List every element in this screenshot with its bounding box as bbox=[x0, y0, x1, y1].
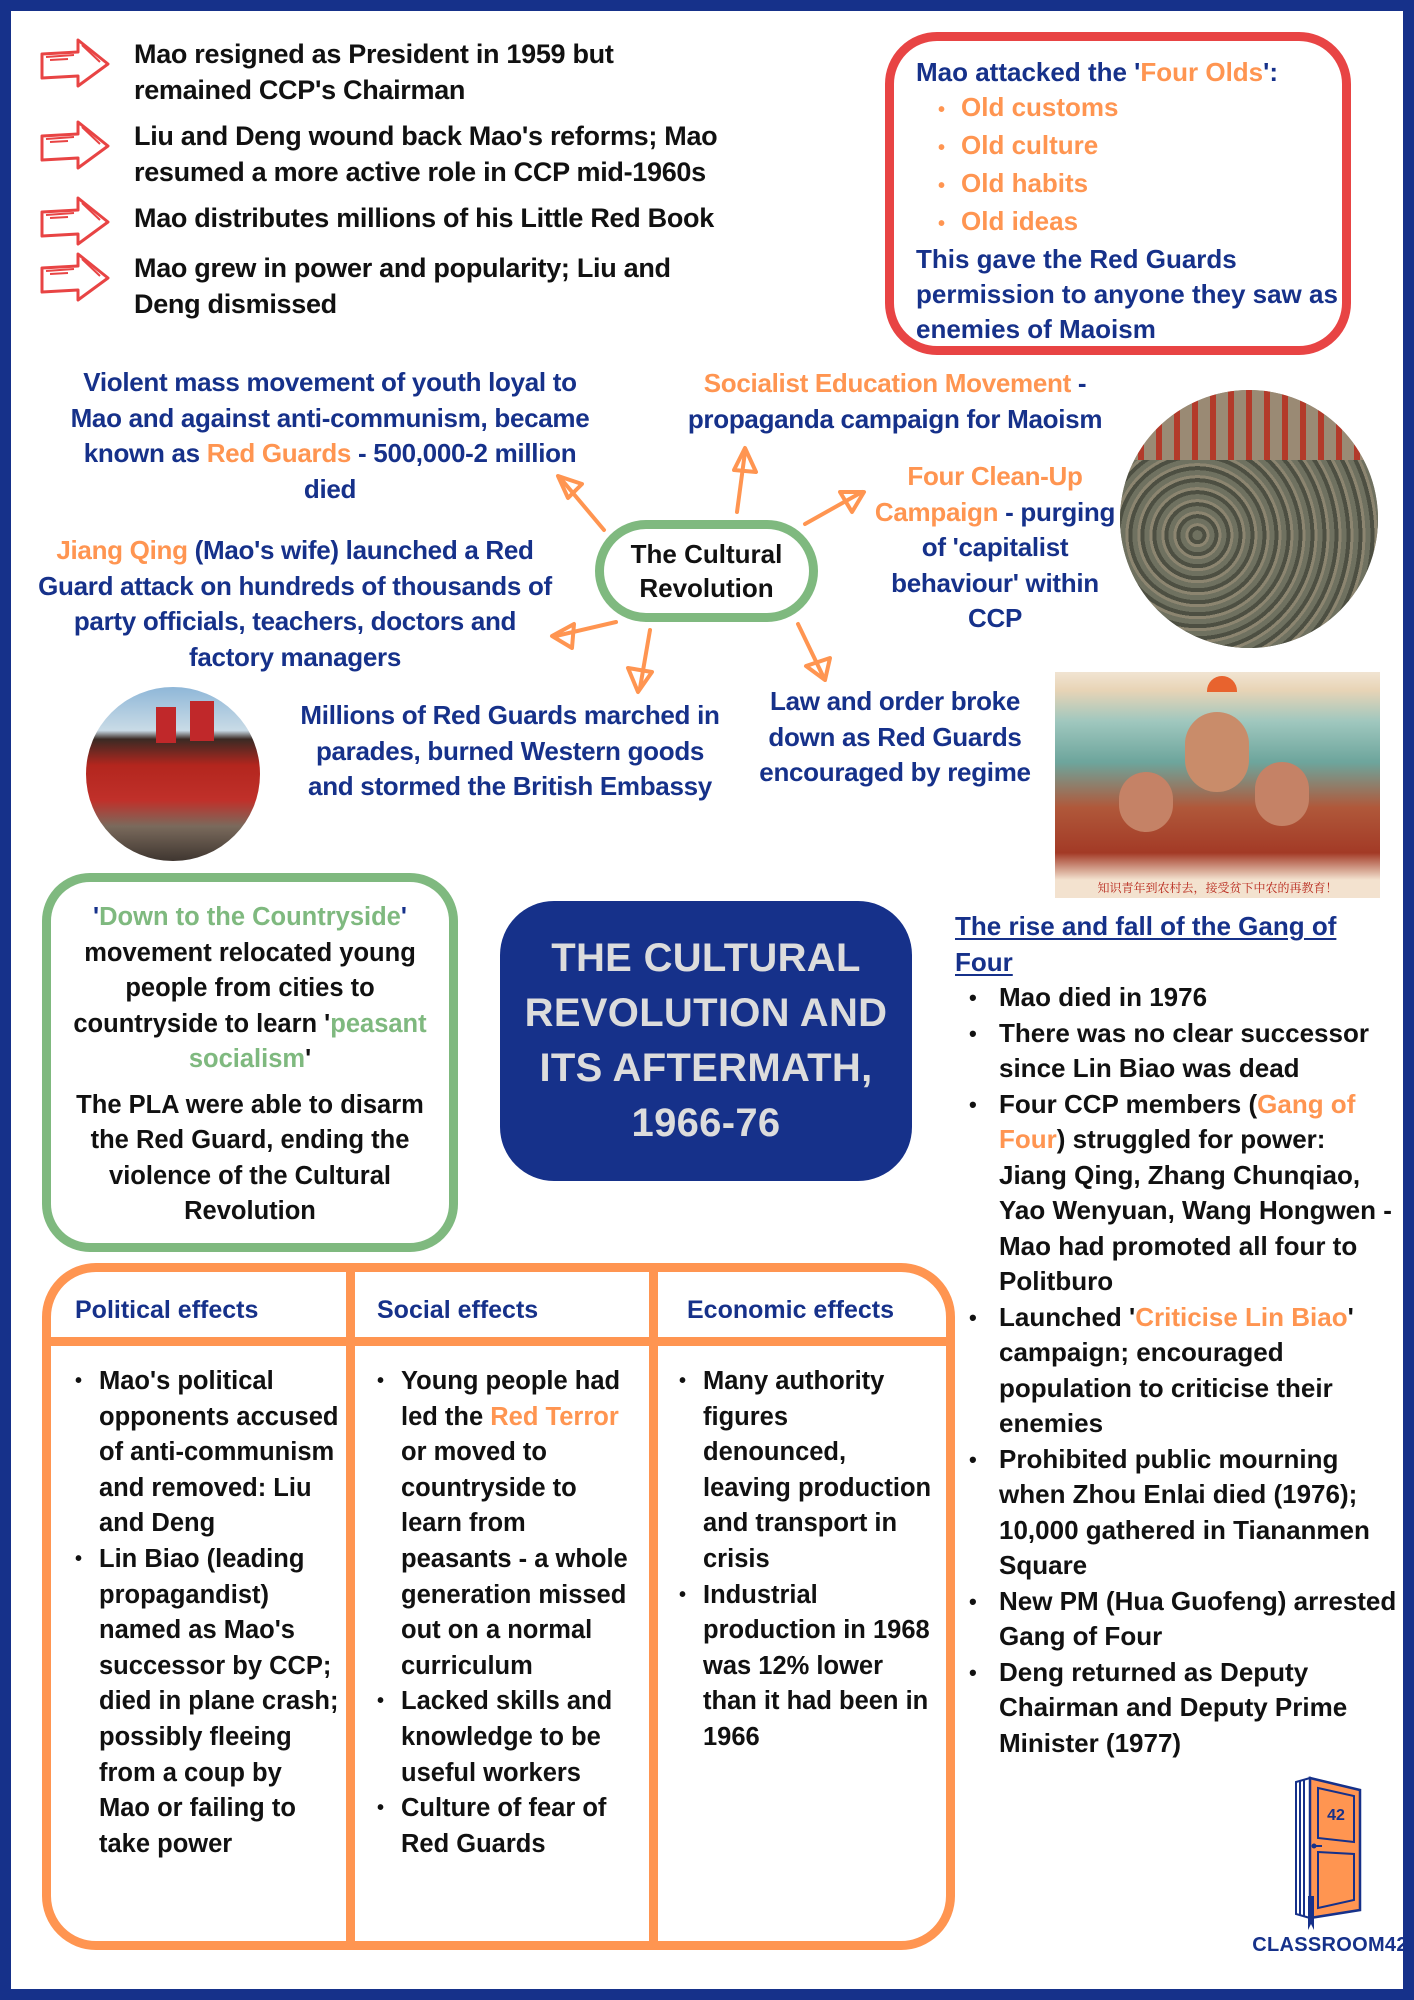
law-order-node: Law and order broke down as Red Guards encouraged by regime bbox=[759, 686, 1031, 787]
list-item: • Lin Biao (leading propagandist) named as Mao's successor by CCP; died in plane crash; possibly fleeing from a coup by Mao or failing to take power bbox=[69, 1542, 339, 1862]
political-effects-list bbox=[69, 1364, 339, 1862]
socialist-education-node: Socialist Education Movement - propaganda campaign for Maoism bbox=[687, 368, 1103, 434]
list-item: • Prohibited public mourning when Zhou Enlai died (1976); 10,000 gathered in Tiananmen Square bbox=[963, 1442, 1400, 1584]
parades-node: Millions of Red Guards marched in parades, burned Western goods and stormed the British Embassy bbox=[300, 700, 720, 801]
hand-drawn-arrow-icon bbox=[38, 36, 114, 92]
four-clean-up-node: Four Clean-Up Campaign - purging of 'capitalist behaviour' within CCP bbox=[874, 461, 1116, 633]
intro-point bbox=[38, 36, 694, 108]
hand-drawn-arrow-icon bbox=[38, 118, 114, 174]
hand-drawn-arrow-icon bbox=[38, 250, 114, 306]
list-item: • Deng returned as Deputy Chairman and Deputy Prime Minister (1977) bbox=[963, 1655, 1383, 1762]
countryside-text: 'Down to the Countryside' movement relocated young people from cities to countryside to learn 'peasant socialism' bbox=[73, 903, 427, 1073]
list-item: • Industrial production in 1968 was 12% lower than it had been in 1966 bbox=[673, 1578, 933, 1756]
crowd-photo bbox=[1120, 390, 1378, 648]
pla-text: The PLA were able to disarm the Red Guard, ending the violence of the Cultural Revolution bbox=[76, 1090, 424, 1225]
list-item: • Old customs bbox=[938, 90, 1342, 128]
column-header-political: Political effects bbox=[75, 1296, 259, 1324]
list-item: • Old culture bbox=[938, 128, 1342, 166]
effects-table bbox=[42, 1263, 955, 1950]
list-item: • Mao's political opponents accused of anti-communism and removed: Liu and Deng bbox=[69, 1364, 339, 1542]
column-header-social: Social effects bbox=[377, 1296, 539, 1324]
list-item: • Old habits bbox=[938, 166, 1342, 204]
gang-of-four-heading: The rise and fall of the Gang of Four bbox=[955, 911, 1337, 977]
mind-map-center: The Cultural Revolution bbox=[595, 520, 818, 622]
propaganda-poster: 知识青年到农村去，接受贫下中农的再教育！ bbox=[1055, 672, 1380, 898]
intro-point-text: Mao grew in power and popularity; Liu and Deng dismissed bbox=[134, 253, 671, 319]
list-item: • There was no clear successor since Lin Biao was dead bbox=[963, 1016, 1400, 1087]
svg-text:42: 42 bbox=[1327, 1807, 1345, 1824]
intro-point bbox=[38, 194, 794, 250]
gang-of-four-section bbox=[955, 908, 1400, 1761]
jiang-qing-node: Jiang Qing (Mao's wife) launched a Red Guard attack on hundreds of thousands of party officials, teachers, doctors and factory managers bbox=[38, 535, 552, 672]
intro-point bbox=[38, 118, 794, 190]
tiananmen-photo bbox=[86, 687, 260, 861]
list-item: • Launched 'Criticise Lin Biao' campaign; encouraged population to criticise their enemies bbox=[963, 1300, 1400, 1442]
intro-point-text: Mao resigned as President in 1959 but remained CCP's Chairman bbox=[134, 39, 614, 105]
social-effects-list bbox=[371, 1364, 639, 1862]
page-title: THE CULTURAL REVOLUTION AND ITS AFTERMATH, 1966-76 bbox=[500, 901, 912, 1181]
red-guards-node: Violent mass movement of youth loyal to Mao and against anti-communism, became known as Red Guards - 500,000-2 million died bbox=[70, 367, 590, 504]
brand-name: CLASSROOM42 bbox=[1252, 1934, 1408, 1956]
four-olds-heading: Mao attacked the 'Four Olds': bbox=[916, 57, 1278, 87]
gang-of-four-list bbox=[963, 980, 1400, 1761]
list-item: • Lacked skills and knowledge to be useful workers bbox=[371, 1684, 639, 1791]
countryside-box bbox=[42, 873, 458, 1252]
list-item: • Mao died in 1976 bbox=[963, 980, 1400, 1016]
intro-point-text: Mao distributes millions of his Little Red Book bbox=[134, 203, 714, 233]
list-item: • Many authority figures denounced, leaving production and transport in crisis bbox=[673, 1364, 933, 1578]
list-item: • Culture of fear of Red Guards bbox=[371, 1791, 639, 1862]
sun-icon bbox=[1207, 676, 1237, 692]
economic-effects-list bbox=[673, 1364, 933, 1756]
column-header-economic: Economic effects bbox=[687, 1296, 895, 1324]
list-item: • Four CCP members (Gang of Four) struggled for power: Jiang Qing, Zhang Chunqiao, Yao Wenyuan, Wang Hongwen - Mao had promoted all four to Politburo bbox=[963, 1087, 1400, 1300]
four-olds-box bbox=[885, 32, 1351, 355]
list-item: • Old ideas bbox=[938, 204, 1342, 242]
column-divider bbox=[346, 1272, 355, 1941]
four-olds-list bbox=[938, 90, 1342, 242]
four-olds-conclusion: This gave the Red Guards permission to anyone they saw as enemies of Maoism bbox=[916, 244, 1338, 344]
list-item: • New PM (Hua Guofeng) arrested Gang of Four bbox=[963, 1584, 1400, 1655]
intro-point bbox=[38, 250, 734, 322]
column-divider bbox=[649, 1272, 658, 1941]
classroom42-logo-icon bbox=[1290, 1772, 1380, 1932]
intro-point-text: Liu and Deng wound back Mao's reforms; Mao resumed a more active role in CCP mid-1960s bbox=[134, 121, 718, 187]
list-item: • Young people had led the Red Terror or moved to countryside to learn from peasants - a whole generation missed out on a normal curriculum bbox=[371, 1364, 639, 1684]
hand-drawn-arrow-icon bbox=[38, 194, 114, 250]
